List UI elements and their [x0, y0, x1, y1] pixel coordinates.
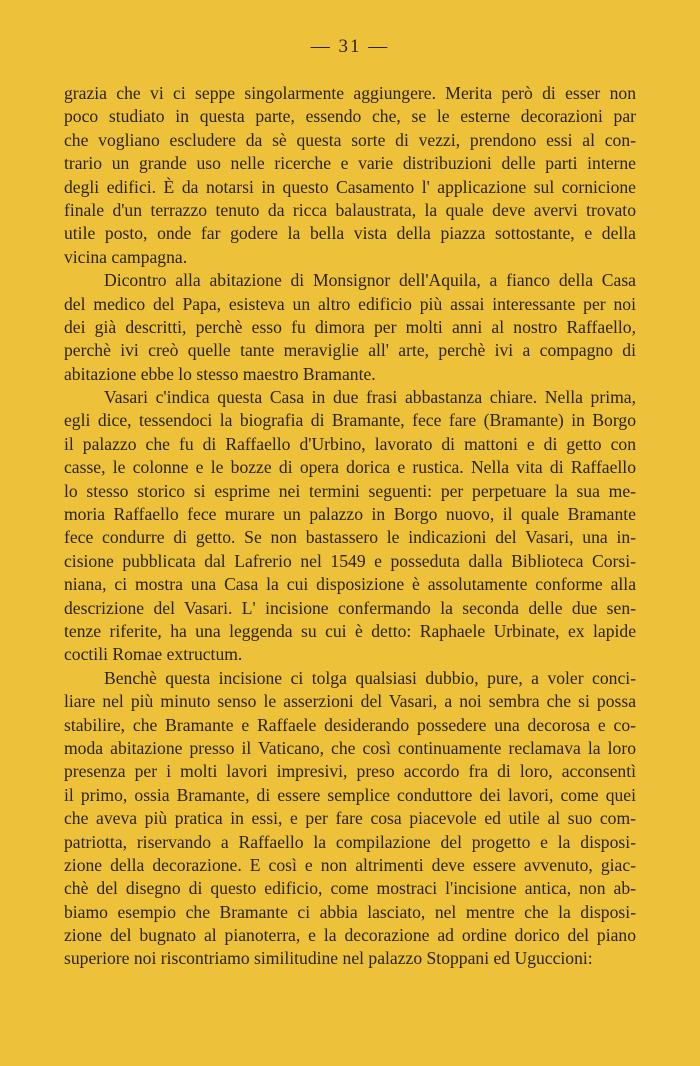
text-line: Dicontro alla abitazione di Monsignor dell'Aquila, a fianco della Casa — [104, 270, 636, 291]
text-line: vicina campagna. — [64, 246, 188, 267]
text-line: tenze riferite, ha una leggenda su cui è detto: Raphaele Urbinate, ex lapide — [64, 620, 636, 641]
text-line: descrizione del Vasari. L' incisione confermando la seconda delle due sen- — [64, 597, 636, 618]
text-line: fece condurre di getto. Se non bastassero le indicazioni del Vasari, una in- — [64, 527, 636, 548]
text-line: che vogliano escludere da sè questa sorte di vezzi, prendono essi al con- — [64, 129, 636, 150]
text-line: zione del bugnato al pianoterra, e la decorazione ad ordine dorico del piano — [64, 925, 636, 946]
text-line: il palazzo che fu di Raffaello d'Urbino, lavorato di mattoni e di getto con — [64, 433, 636, 454]
text-line: utile posto, onde far godere la bella vista della piazza sottostante, e della — [64, 223, 636, 244]
text-line: biamo esempio che Bramante ci abbia lasciato, nel mentre che la disposi- — [64, 901, 636, 922]
text-line: dei già descritti, perchè esso fu dimora per molti anni al nostro Raffaello, — [64, 316, 636, 337]
text-line: trario un grande uso nelle ricerche e varie distribuzioni delle parti interne — [64, 153, 636, 174]
text-line: cisione pubblicata dal Lafrerio nel 1549 e posseduta dalla Biblioteca Corsi- — [64, 550, 636, 571]
text-line: Benchè questa incisione ci tolga qualsiasi dubbio, pure, a voler conci- — [104, 667, 636, 688]
text-line: moda abitazione presso il Vaticano, che così continuamente reclamava la loro — [64, 737, 636, 758]
text-line: poco studiato in questa parte, essendo che, se le esterne decorazioni par — [64, 106, 636, 127]
text-line: casse, le colonne e le bozze di opera dorica e rustica. Nella vita di Raffaello — [64, 457, 636, 478]
text-line: lo stesso storico si esprime nei termini seguenti: per perpetuare la sua me- — [64, 480, 636, 501]
body-text — [64, 82, 636, 971]
text-line: presenza per i molti lavori impresivi, preso accordo fra di loro, acconsentì — [64, 761, 636, 782]
text-line: liare nel più minuto senso le asserzioni del Vasari, a noi sembra che si possa — [64, 691, 636, 712]
text-line: del medico del Papa, esisteva un altro edificio più assai interessante per noi — [64, 293, 636, 314]
text-line: moria Raffaello fece murare un palazzo in Borgo nuovo, il quale Bramante — [64, 504, 636, 525]
page-number: — 31 — — [310, 36, 390, 57]
text-line: finale d'un terrazzo tenuto da ricca balaustrata, la quale deve avervi trovato — [64, 199, 636, 220]
text-line: degli edifici. È da notarsi in questo Casamento l' applicazione sul cornicione — [64, 176, 636, 197]
text-line: Vasari c'indica questa Casa in due frasi abbastanza chiare. Nella prima, — [104, 387, 636, 408]
text-line: stabilire, che Bramante e Raffaele desiderando possedere una decorosa e co- — [64, 714, 636, 735]
text-line: grazia che vi ci seppe singolarmente aggiungere. Merita però di esser non — [64, 83, 636, 103]
text-line: perchè ivi creò quelle tante meraviglie all' arte, perchè ivi a compagno di — [64, 340, 636, 361]
text-line: zione della decorazione. E così e non altrimenti deve essere avvenuto, giac- — [64, 854, 636, 875]
text-line: niana, ci mostra una Casa la cui disposizione è assolutamente conforme alla — [64, 574, 636, 595]
text-line: che aveva più pratica in essi, e per fare cosa piacevole ed utile al suo com- — [64, 808, 636, 829]
text-line: il primo, ossia Bramante, di essere semplice conduttore dei lavori, come quei — [64, 784, 636, 805]
text-line: chè del disegno di questo edificio, come mostraci l'incisione antica, non ab- — [64, 878, 636, 899]
text-line: patriotta, riservando a Raffaello la compilazione del progetto e la disposi- — [64, 831, 636, 852]
text-line: coctili Romae extructum. — [64, 644, 243, 665]
text-line: abitazione ebbe lo stesso maestro Bramante. — [64, 363, 376, 384]
text-line: superiore noi riscontriamo similitudine nel palazzo Stoppani ed Uguccioni: — [64, 948, 593, 969]
text-line: egli dice, tessendoci la biografia di Bramante, fece fare (Bramante) in Borgo — [64, 410, 636, 431]
